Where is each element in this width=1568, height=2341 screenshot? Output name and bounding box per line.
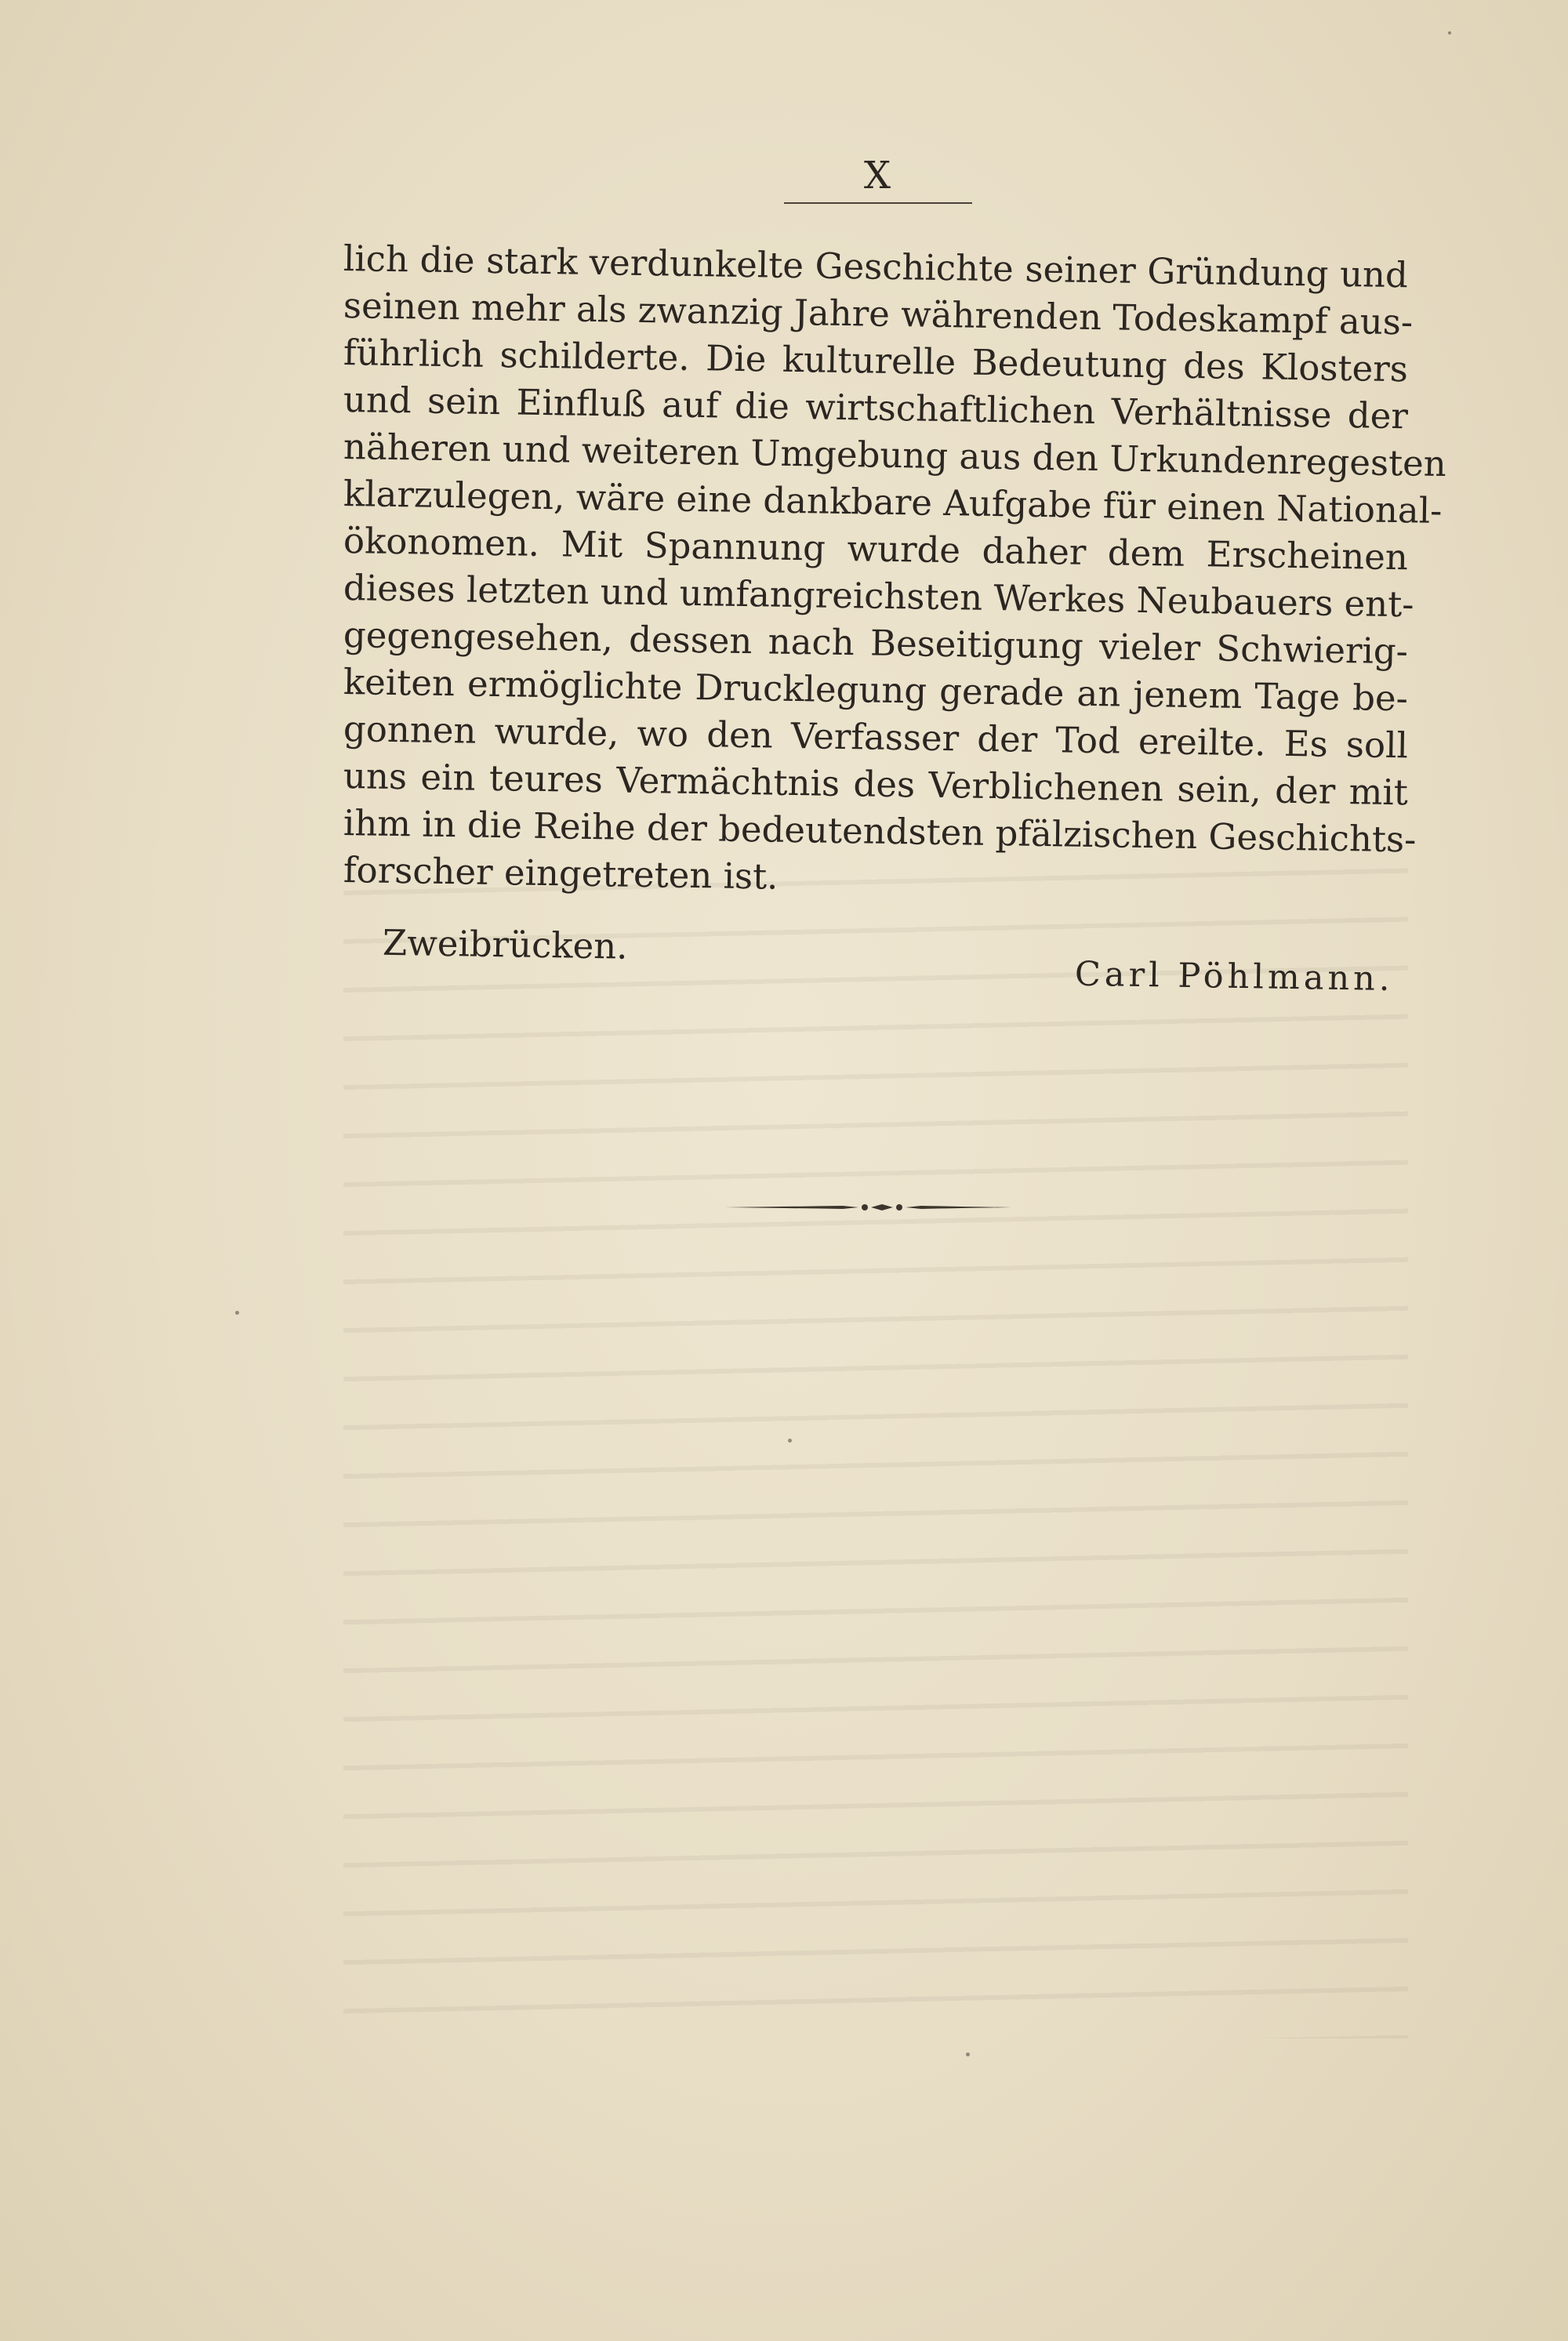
- text-line: seinen mehr als zwanzig Jahre währenden Todeskampf aus-: [343, 285, 1414, 343]
- text-line: forscher eingetreten ist.: [343, 849, 779, 898]
- text-line: näheren und weiteren Umgebung aus den Urkundenregesten: [343, 426, 1447, 485]
- bleed-through-shadow: [343, 862, 1408, 2038]
- text-line: dieses letzten und umfangreichsten Werkes Neubauers ent-: [343, 567, 1414, 626]
- paper-speck: [966, 2052, 970, 2056]
- text-line: ökonomen. Mit Spannung wurde daher dem Erscheinen: [343, 520, 1409, 579]
- text-line: gonnen wurde, wo den Verfasser der Tod ereilte. Es soll: [343, 708, 1409, 767]
- ornament-divider: [725, 1200, 1011, 1215]
- paper-speck: [235, 1311, 239, 1315]
- paper-speck: [1448, 31, 1451, 34]
- text-line: uns ein teures Vermächtnis des Verblichenen sein, der mit: [343, 755, 1409, 814]
- body-paragraph: [343, 235, 1447, 898]
- text-line: und sein Einfluß auf die wirtschaftlichen Verhältnisse der: [343, 379, 1409, 437]
- signature-place: Zweibrücken.: [382, 921, 628, 967]
- text-line: keiten ermöglichte Drucklegung gerade an jenem Tage be-: [343, 661, 1409, 720]
- text-line: lich die stark verdunkelte Geschichte seiner Gründung und: [343, 238, 1409, 296]
- signature-author: Carl Pöhlmann.: [1074, 954, 1394, 1000]
- paper-speck: [788, 1439, 792, 1443]
- text-line: gegengesehen, dessen nach Beseitigung vieler Schwierig-: [343, 614, 1409, 673]
- text-line: ihm in die Reihe der bedeutendsten pfälzischen Geschichts-: [343, 802, 1417, 861]
- page-number-rule: [784, 202, 972, 204]
- signature-block: [343, 921, 1409, 1000]
- page-number: X: [863, 154, 893, 198]
- text-line: führlich schilderte. Die kulturelle Bedeutung des Klosters: [343, 332, 1409, 390]
- text-line: klarzulegen, wäre eine dankbare Aufgabe für einen National-: [343, 473, 1443, 532]
